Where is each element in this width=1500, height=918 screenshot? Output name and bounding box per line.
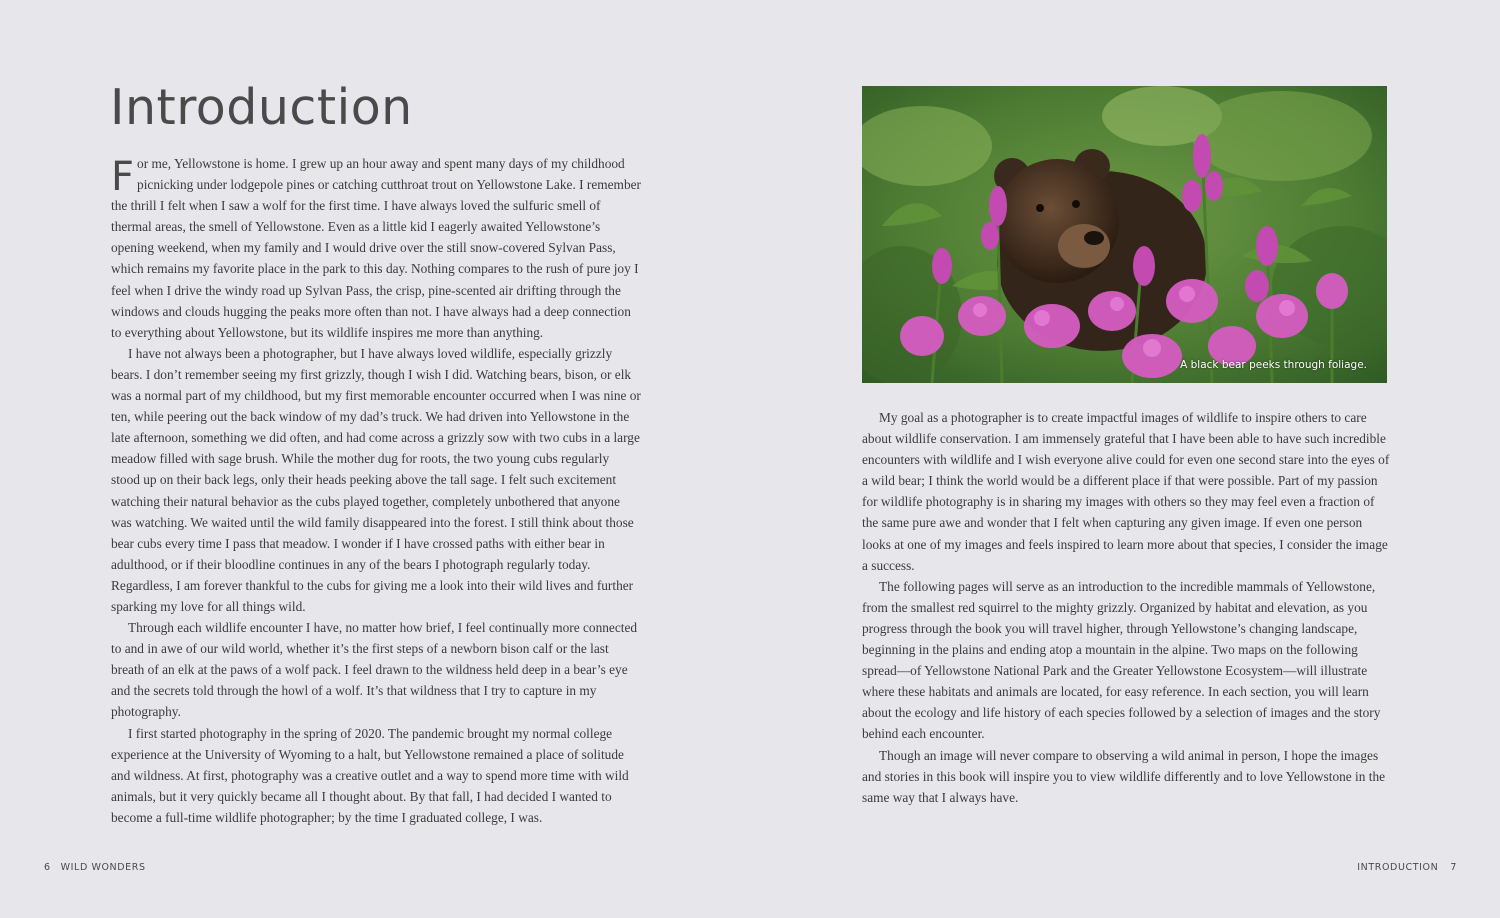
page-number: 6 [44,862,51,873]
running-header: WILD WONDERS [60,862,146,873]
right-page [750,0,1500,918]
body-paragraph: I first started photography in the spring of 2020. The pandemic brought my normal college experience at the University of Wyoming to a halt, but Yellowstone remained a place of solitude and wildness. At first, photography was a creative outlet and a way to spend more time with wild animals, but it very quickly became all I thought about. By that fall, I had decided I wanted to become a full-time wildlife photographer; by the time I graduated college, I was. [111,725,629,825]
body-paragraph: Though an image will never compare to observing a wild animal in person, I hope the images and stories in this book will inspire you to view wildlife differently and to love Yellowstone in the same way that I always have. [862,747,1386,805]
chapter-title: Introduction [110,79,413,136]
body-paragraph: I have not always been a photographer, but I have always loved wildlife, especially grizzly bears. I don’t remember seeing my first grizzly, though I wish I did. Watching bears, bison, or elk was a normal part of my childhood, but my first memorable encounter occurred when I was nine or ten, while peering out the back window of my dad’s truck. We had driven into Yellowstone in the late afternoon, something we did often, and had come across a grizzly sow with two cubs in a large meadow filled with sage brush. While the mother dug for roots, the two young cubs regularly stood up on their back legs, only their heads peeking above the tall sage. I felt such excitement watching their natural behavior as the cubs played together, completely unbothered that anyone was watching. We waited until the wild family disappeared into the forest. I still think about those bear cubs every time I pass that meadow. I wonder if I have crossed paths with either bear in adulthood, or if their bloodline continues in any of the bears I photograph regularly today. Regardless, I am forever thankful to the cubs for giving me a look into their wild lives and further sparking my love for all things wild. [111,345,641,614]
bear-photo [862,86,1387,383]
photo-caption: A black bear peeks through foliage. [1180,359,1367,371]
left-text-column [111,153,641,828]
page-number: 7 [1450,862,1457,873]
drop-cap: F [111,154,135,200]
running-header: INTRODUCTION [1357,862,1439,873]
body-paragraph: My goal as a photographer is to create impactful images of wildlife to inspire others to care about wildlife conservation. I am immensely grateful that I have been able to have such incredible encounters with wildlife and I wish everyone alive could for even one second stare into the eyes of a wild bear; I think the world would be a different place if that were possible. Part of my passion for wildlife photography is in sharing my images with others so they may feel even a fraction of the same pure awe and wonder that I felt when capturing any given image. If even one person looks at one of my images and feels inspired to learn more about that species, I consider the image a success. [862,410,1390,573]
first-paragraph-text: or me, Yellowstone is home. I grew up an hour away and spent many days of my childhood picnicking under lodgepole pines or catching cutthroat trout on Yellowstone Lake. I remember the thrill I felt when I saw a wolf for the first time. I have always loved the sulfuric smell of thermal areas, the smell of Yellowstone. Even as a little kid I eagerly awaited Yellowstone’s opening weekend, when my family and I would drive over the still snow-covered Sylvan Pass, which remains my favorite place in the park to this day. Nothing compares to the rush of pure joy I feel when I drive the windy road up Sylvan Pass, the crisp, pine-scented air drifting through the windows and clouds hugging the peaks more often than not. I have always had a deep connection to everything about Yellowstone, but its wildlife inspires me more than anything. [111,156,641,340]
body-paragraph: Through each wildlife encounter I have, no matter how brief, I feel continually more connected to and in awe of our wild world, whether it’s the first steps of a newborn bison calf or the last breath of an elk at the paws of a wolf pack. I feel drawn to the wildness held deep in a bear’s eye and the secrets told through the howl of a wolf. It’s that wildness that I try to capture in my photography. [111,620,638,720]
folio-right [1357,862,1457,873]
bear-photo-illustration [862,86,1387,383]
folio-left [44,862,146,873]
first-paragraph [111,153,641,343]
right-text-column [862,407,1392,808]
body-paragraph: The following pages will serve as an introduction to the incredible mammals of Yellowstone, from the smallest red squirrel to the mighty grizzly. Organized by habitat and elevation, as you progress through the book you will travel higher, through Yellowstone’s changing landscape, beginning in the plains and ending atop a mountain in the alpine. Two maps on the following spread—of Yellowstone National Park and the Greater Yellowstone Ecosystem—will illustrate where these habitats and animals are located, for easy reference. In each section, you will learn about the ecology and life history of each species followed by a selection of images and the story behind each encounter. [862,578,1381,742]
